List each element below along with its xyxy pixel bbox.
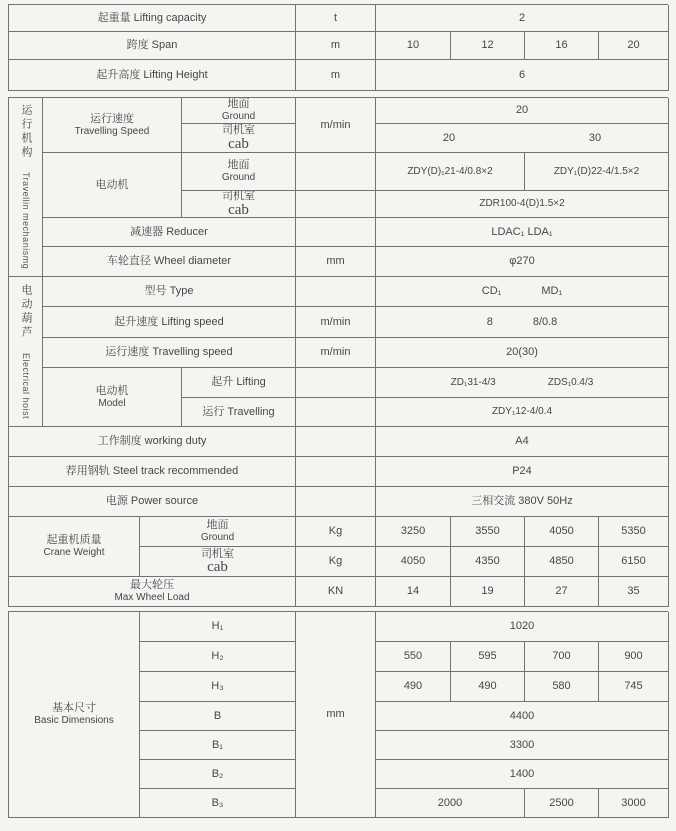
crane-weight-ground-header	[140, 517, 296, 547]
lifting-capacity-value: 2	[376, 5, 669, 32]
power-source-label: 电源 Power source	[9, 487, 296, 517]
dimension-h2-value-4: 900	[599, 642, 669, 672]
dimension-b1-value: 3300	[376, 731, 669, 760]
travelling-speed-label	[43, 98, 182, 153]
crane-weight-unit: Kg	[296, 547, 376, 577]
hoist-lifting-speed-value-1: 8	[486, 315, 493, 328]
hoist-lifting-speed-values	[376, 307, 669, 338]
reducer-value: LDAC₁ LDA₁	[376, 218, 669, 247]
dimension-b-label: B	[140, 702, 296, 731]
lifting-capacity-unit: t	[296, 5, 376, 32]
spec-table-dimensions	[8, 611, 668, 818]
cab-zh: 司机室	[222, 191, 255, 203]
travelling-motor-label: 电动机	[43, 153, 182, 218]
crane-weight-cab-value-4: 6150	[599, 547, 669, 577]
hoist-type-label: 型号 Type	[43, 277, 296, 307]
ground-zh: 地面	[206, 519, 229, 532]
cab-en: cab	[207, 559, 228, 576]
span-value-3: 16	[525, 32, 599, 60]
motor-ground-value-1: ZDY(D)₁21-4/0.8×2	[376, 153, 525, 191]
hoist-motor-zh: 电动机	[95, 384, 129, 397]
crane-weight-unit: Kg	[296, 517, 376, 547]
hoist-travelling-speed-value: 20(30)	[376, 338, 669, 368]
ground-en: Ground	[200, 532, 235, 544]
travelling-motor-cab-header	[182, 191, 296, 218]
max-wheel-load-unit: KN	[296, 577, 376, 607]
max-wheel-load-label	[9, 577, 296, 607]
dimension-h3-value-2: 490	[451, 672, 525, 702]
cab-en: cab	[228, 135, 249, 152]
cab-en: cab	[228, 201, 249, 218]
dimension-b3-value-2: 2500	[525, 789, 599, 818]
hoist-type-value-2: MD₁	[541, 285, 563, 298]
crane-weight-cab-value-3: 4850	[525, 547, 599, 577]
lifting-height-value: 6	[376, 60, 669, 91]
max-wheel-load-en: Max Wheel Load	[114, 592, 190, 604]
crane-weight-cab-header	[140, 547, 296, 577]
dimension-b3-value-3: 3000	[599, 789, 669, 818]
hoist-motor-travelling-value: ZDY₁12-4/0.4	[376, 398, 669, 427]
hoist-travelling-speed-label: 运行速度 Travelling speed	[43, 338, 296, 368]
crane-weight-cab-value-2: 4350	[451, 547, 525, 577]
section-travelling-vertical-text	[20, 104, 31, 269]
dimension-h3-value-3: 580	[525, 672, 599, 702]
spec-table-top	[8, 4, 668, 91]
cab-zh: 司机室	[201, 547, 234, 560]
crane-weight-ground-value-4: 5350	[599, 517, 669, 547]
dimension-h1-value: 1020	[376, 612, 669, 642]
section-hoist-en: Electrical hoist	[21, 352, 31, 419]
dimension-b2-value: 1400	[376, 760, 669, 789]
basic-dimensions-unit: mm	[296, 612, 376, 818]
span-value-2: 12	[451, 32, 525, 60]
steel-track-value: P24	[376, 457, 669, 487]
span-value-1: 10	[376, 32, 451, 60]
travelling-speed-ground-value: 20	[376, 98, 669, 124]
dimension-h3-value-4: 745	[599, 672, 669, 702]
dimension-h2-label: H₂	[140, 642, 296, 672]
working-duty-value: A4	[376, 427, 669, 457]
ground-en: Ground	[221, 111, 256, 123]
hoist-motor-label	[43, 368, 182, 427]
span-label: 跨度 Span	[9, 32, 296, 60]
cab-speed-value-1: 20	[442, 131, 456, 144]
hoist-lifting-speed-unit: m/min	[296, 307, 376, 338]
basic-dimensions-label	[9, 612, 140, 818]
max-wheel-load-value-3: 27	[525, 577, 599, 607]
lifting-capacity-label: 起重量 Lifting capacity	[9, 5, 296, 32]
hoist-lifting-speed-value-2: 8/0.8	[532, 315, 558, 328]
dimension-b1-label: B₁	[140, 731, 296, 760]
lifting-height-label: 起升高度 Lifting Height	[9, 60, 296, 91]
max-wheel-load-value-4: 35	[599, 577, 669, 607]
empty-unit-cell	[296, 457, 376, 487]
hoist-motor-en: Model	[98, 397, 126, 409]
dimension-h3-value-1: 490	[376, 672, 451, 702]
lifting-height-unit: m	[296, 60, 376, 91]
dimension-b3-value-1: 2000	[376, 789, 525, 818]
hoist-travelling-speed-unit: m/min	[296, 338, 376, 368]
empty-unit-cell	[296, 218, 376, 247]
cab-zh: 司机室	[222, 124, 255, 137]
empty-unit-cell	[296, 191, 376, 218]
section-hoist-zh: 电动葫芦	[20, 284, 32, 341]
wheel-diameter-label: 车轮直径 Wheel diameter	[43, 247, 296, 277]
working-duty-label: 工作制度 working duty	[9, 427, 296, 457]
travelling-motor-ground-header	[182, 153, 296, 191]
travelling-speed-unit: m/min	[296, 98, 376, 153]
spec-table-main	[8, 97, 668, 607]
hoist-motor-travelling-header: 运行 Travelling	[182, 398, 296, 427]
wheel-diameter-value: φ270	[376, 247, 669, 277]
power-source-value: 三相交流 380V 50Hz	[376, 487, 669, 517]
travelling-speed-en: Travelling Speed	[74, 125, 150, 137]
dimension-h3-label: H₃	[140, 672, 296, 702]
section-hoist-vertical-text	[20, 284, 31, 418]
motor-cab-value: ZDR100-4(D)1.5×2	[376, 191, 669, 218]
hoist-motor-lifting-value-1: ZD₁31-4/3	[450, 376, 496, 388]
empty-unit-cell	[296, 368, 376, 398]
empty-unit-cell	[296, 487, 376, 517]
cab-speed-value-2: 30	[588, 131, 602, 144]
dimension-h2-value-3: 700	[525, 642, 599, 672]
dimension-h2-value-2: 595	[451, 642, 525, 672]
crane-weight-cab-value-1: 4050	[376, 547, 451, 577]
empty-unit-cell	[296, 153, 376, 191]
hoist-type-values	[376, 277, 669, 307]
hoist-type-value-1: CD₁	[481, 285, 502, 298]
hoist-motor-lifting-value-2: ZDS₁0.4/3	[547, 376, 594, 388]
section-travelling-zh: 运行机构	[20, 104, 32, 161]
span-value-4: 20	[599, 32, 669, 60]
travelling-speed-cab-header	[182, 124, 296, 153]
reducer-label: 减速器 Reducer	[43, 218, 296, 247]
crane-weight-label	[9, 517, 140, 577]
steel-track-label: 荐用钢轨 Steel track recommended	[9, 457, 296, 487]
max-wheel-load-value-2: 19	[451, 577, 525, 607]
hoist-motor-lifting-values	[376, 368, 669, 398]
section-travelling-en: Travellin mechanismg	[21, 172, 31, 270]
dimension-b-value: 4400	[376, 702, 669, 731]
crane-weight-en: Crane Weight	[43, 547, 105, 559]
basic-dimensions-en: Basic Dimensions	[34, 715, 114, 727]
crane-weight-ground-value-3: 4050	[525, 517, 599, 547]
travelling-speed-ground-header	[182, 98, 296, 124]
section-travelling-mechanism	[9, 98, 43, 277]
section-electrical-hoist	[9, 277, 43, 427]
dimension-b3-label: B₃	[140, 789, 296, 818]
wheel-diameter-unit: mm	[296, 247, 376, 277]
crane-weight-ground-value-1: 3250	[376, 517, 451, 547]
ground-zh: 地面	[227, 159, 250, 172]
hoist-lifting-speed-label: 起升速度 Lifting speed	[43, 307, 296, 338]
hoist-motor-lifting-header: 起升 Lifting	[182, 368, 296, 398]
crane-weight-zh: 起重机质量	[46, 534, 102, 547]
ground-zh: 地面	[227, 98, 250, 111]
basic-dimensions-zh: 基本尺寸	[52, 702, 96, 715]
travelling-speed-cab-values	[376, 124, 669, 153]
dimension-b2-label: B₂	[140, 760, 296, 789]
motor-ground-value-2: ZDY₁(D)22-4/1.5×2	[525, 153, 669, 191]
ground-en: Ground	[221, 172, 256, 184]
span-unit: m	[296, 32, 376, 60]
dimension-h1-label: H₁	[140, 612, 296, 642]
travelling-speed-zh: 运行速度	[90, 112, 134, 125]
empty-unit-cell	[296, 277, 376, 307]
empty-unit-cell	[296, 398, 376, 427]
max-wheel-load-zh: 最大轮压	[130, 579, 174, 592]
max-wheel-load-value-1: 14	[376, 577, 451, 607]
dimension-h2-value-1: 550	[376, 642, 451, 672]
crane-weight-ground-value-2: 3550	[451, 517, 525, 547]
empty-unit-cell	[296, 427, 376, 457]
